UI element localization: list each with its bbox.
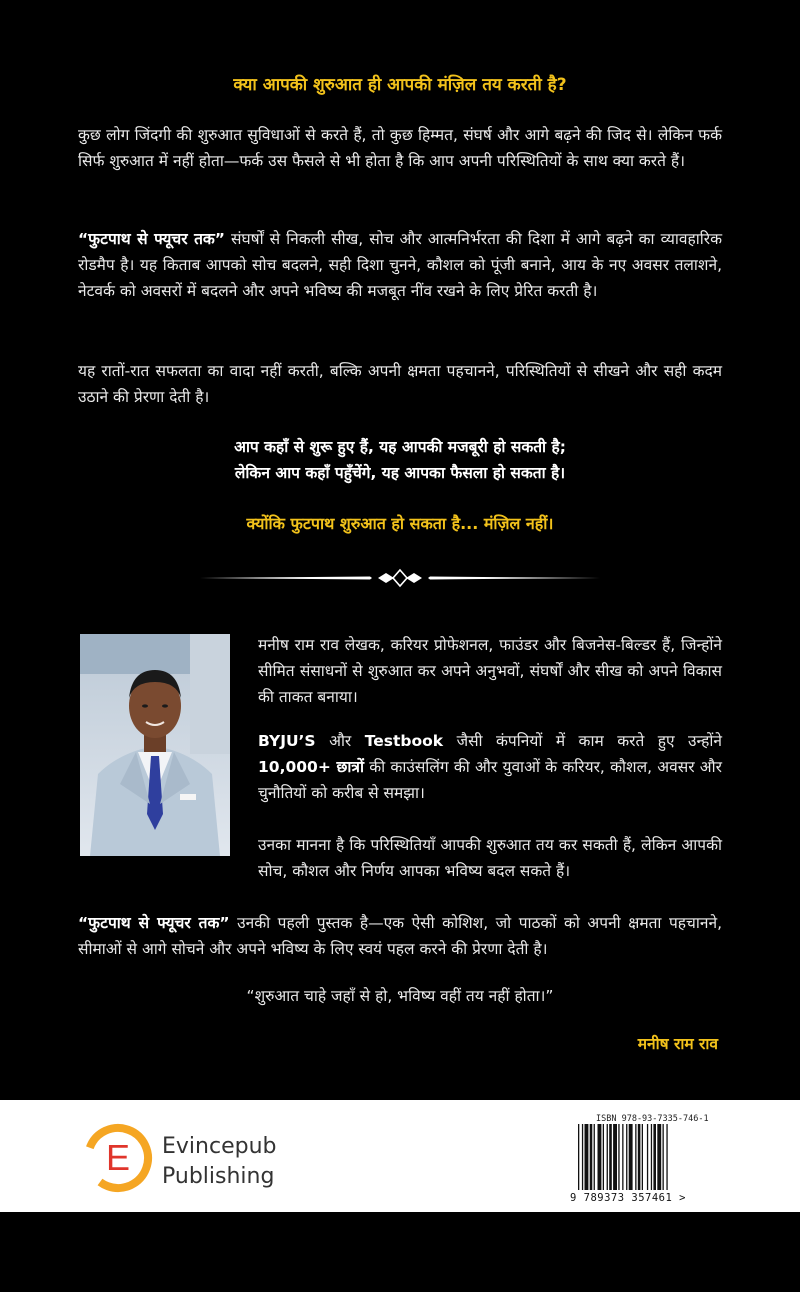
tagline: क्या आपकी शुरुआत ही आपकी मंज़िल तय करती है? (233, 75, 567, 95)
students-highlight: 10,000+ छात्रों (258, 758, 364, 776)
isbn-barcode (566, 1110, 726, 1204)
bio-and-text: और (315, 732, 365, 750)
intro-paragraph: कुछ लोग जिंदगी की शुरुआत सुविधाओं से करते हैं, तो कुछ हिम्मत, संघर्ष और आगे बढ़ने की जिद से। लेकिन फर्क सिर्फ शुरुआत में नहीं होता—फर्क उस फैसले से भी होता है कि आप अपनी परिस्थितियों के साथ क्या करते हैं। (78, 126, 722, 170)
company-byjus: BYJU’S (258, 732, 316, 750)
bio-mid-text: जैसी कंपनियों में काम करते हुए उन्होंने (443, 732, 722, 750)
isbn-label: ISBN 978-93-7335-746-1 (596, 1114, 709, 1124)
author-signature: मनीष राम राव (637, 1035, 718, 1053)
publisher-name-line1: Evincepub (162, 1134, 277, 1159)
ornamental-divider (200, 568, 600, 588)
barcode-digits: 9 789373 357461 > (570, 1192, 686, 1204)
author-bio-paragraph-1: मनीष राम राव लेखक, करियर प्रोफेशनल, फाउंडर और बिजनेस-बिल्डर हैं, जिन्होंने सीमित संसाधनों से शुरुआत कर अपने अनुभवों, संघर्षों और सीख को अपने विकास की ताकत बनाया। (258, 636, 722, 706)
promise-paragraph: यह रातों-रात सफलता का वादा नहीं करती, बल्कि अपनी क्षमता पहचानने, परिस्थितियों से सीखने और सही कदम उठाने की प्रेरणा देती है। (78, 362, 722, 406)
company-testbook: Testbook (364, 732, 444, 750)
book-description-text: संघर्षों से निकली सीख, सोच और आत्मनिर्भरता की दिशा में आगे बढ़ने का व्यावहारिक रोडमैप है। यह किताब आपको सोच बदलने, सही दिशा चुनने, कौशल को पूंजी बनाने, आय के नए अवसर तलाशने, नेटवर्क को अवसरों में बदलने और अपने भविष्य की मजबूत नींव रखने के लिए प्रेरित करती है। (78, 230, 722, 300)
publisher-footer (0, 1100, 800, 1212)
book-title-bio: “फुटपाथ से फ्यूचर तक” (78, 914, 230, 932)
barcode-bars (566, 1124, 726, 1194)
bold-line-1: आप कहाँ से शुरू हुए हैं, यह आपकी मजबूरी हो सकती है; (234, 438, 566, 456)
bottom-margin (0, 1212, 800, 1292)
bold-line-2: लेकिन आप कहाँ पहुँचेंगे, यह आपका फैसला हो सकता है। (234, 464, 566, 482)
publisher-name-line2: Publishing (162, 1164, 275, 1189)
svg-text:E: E (105, 1137, 131, 1178)
book-bio-text: उनकी पहली पुस्तक है—एक ऐसी कोशिश, जो पाठकों को अपनी क्षमता पहचानने, सीमाओं से आगे सोचने और अपने भविष्य के लिए स्वयं पहल करने की प्रेरणा देती है। (78, 914, 722, 958)
author-bio-paragraph-4 (78, 910, 722, 962)
author-bio-paragraph-2 (258, 728, 722, 806)
bio-end-text: की काउंसलिंग की और युवाओं के करियर, कौशल, अवसर और चुनौतियों को करीब से समझा। (258, 758, 722, 802)
author-quote: “शुरुआत चाहे जहाँ से हो, भविष्य वहीं तय नहीं होता।” (246, 987, 554, 1005)
book-description-paragraph (78, 226, 722, 304)
author-bio-paragraph-3: उनका मानना है कि परिस्थितियाँ आपकी शुरुआत तय कर सकती हैं, लेकिन आपकी सोच, कौशल और निर्णय आपका भविष्य बदल सकते हैं। (258, 836, 722, 880)
evincepub-logo-icon (80, 1120, 156, 1196)
publisher-logo (80, 1120, 280, 1200)
closing-line: क्योंकि फुटपाथ शुरुआत हो सकता है... मंज़िल नहीं। (246, 514, 554, 533)
book-title: “फुटपाथ से फ्यूचर तक” (78, 230, 225, 248)
author-photo (80, 634, 230, 856)
